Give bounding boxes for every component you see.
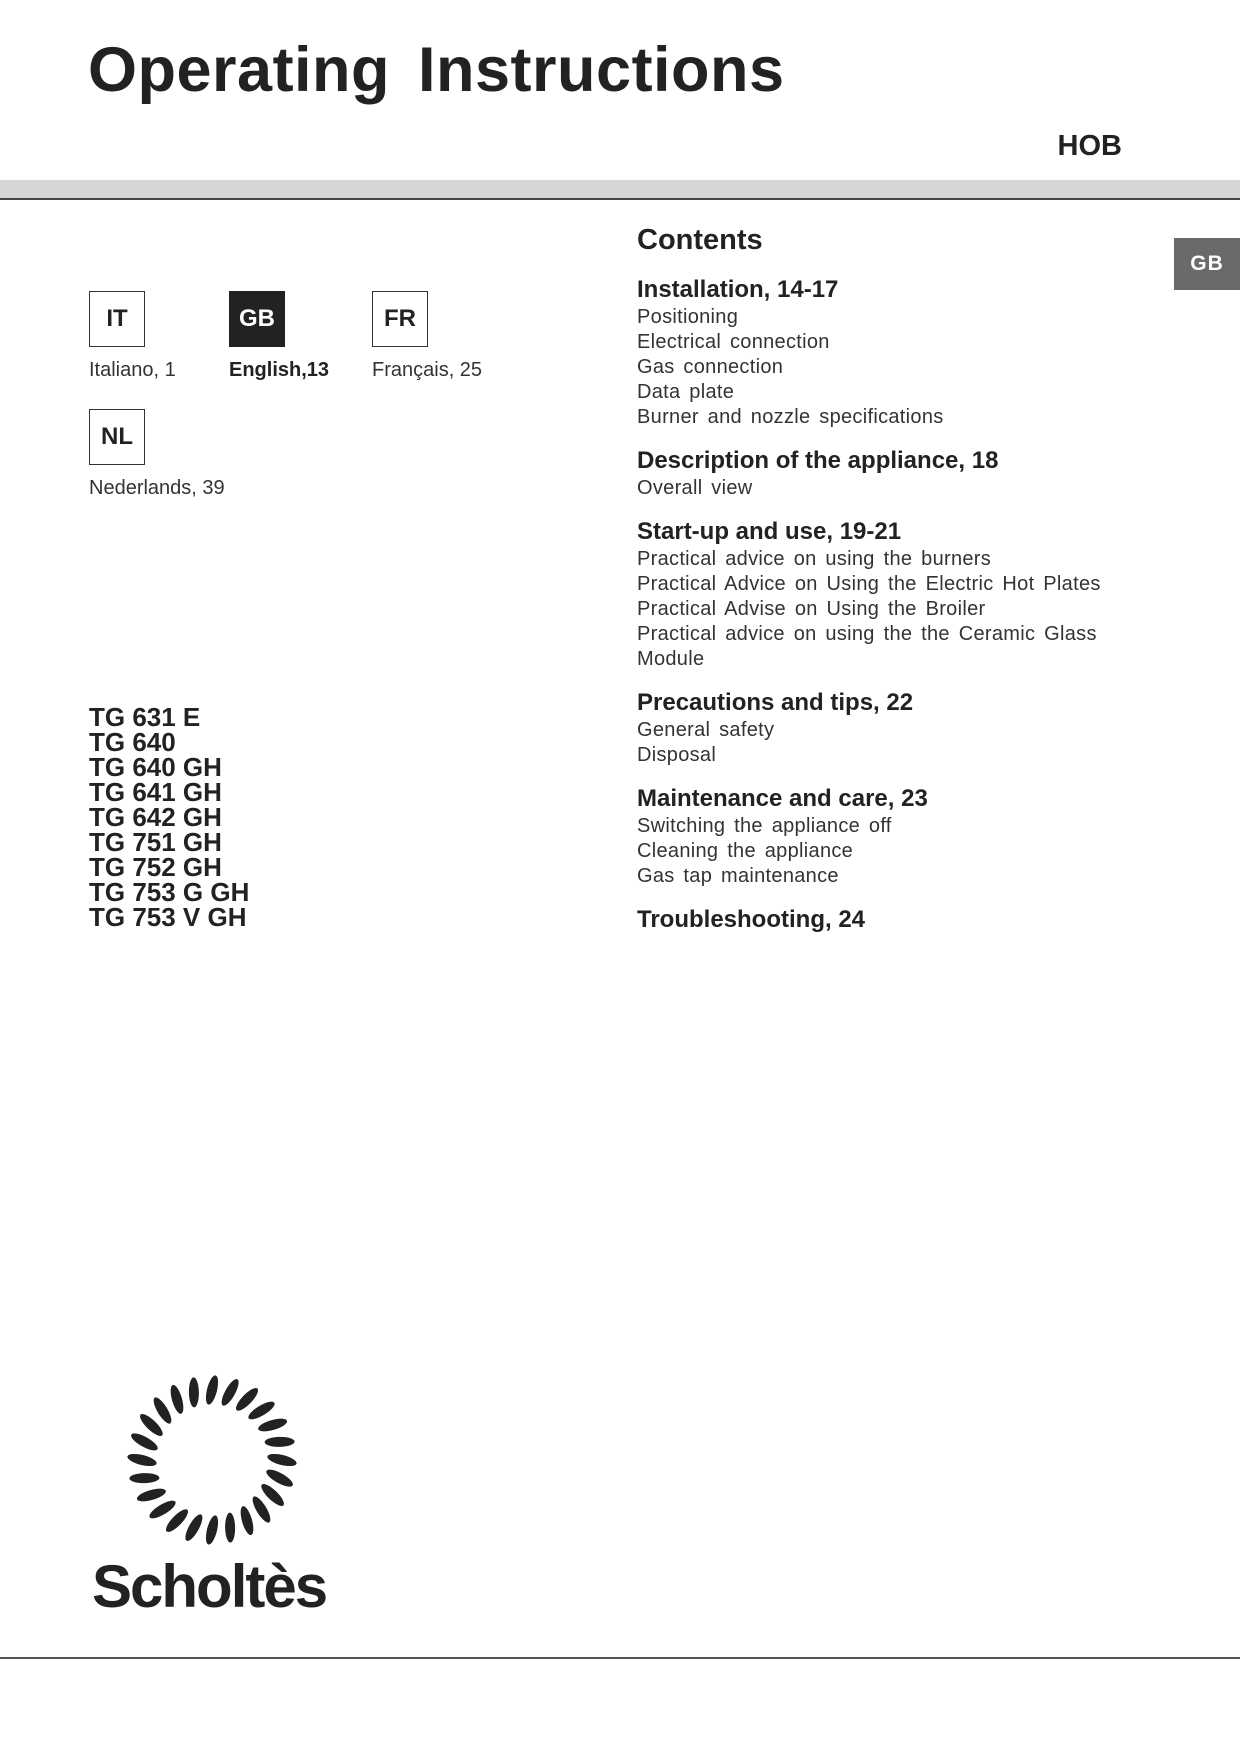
sun-ray <box>168 1384 186 1416</box>
language-code-box[interactable]: IT <box>89 291 145 347</box>
section-items <box>637 547 1117 672</box>
section-title[interactable]: Precautions and tips, 22 <box>637 689 914 716</box>
brand-name: Scholtès <box>92 1553 327 1620</box>
section-item[interactable]: Practical advice on using the burners <box>637 548 992 570</box>
language-option-nl[interactable] <box>89 409 269 500</box>
sun-ray <box>204 1374 221 1406</box>
sun-ray <box>238 1505 256 1537</box>
section-item[interactable]: Electrical connection <box>637 331 830 353</box>
section-items <box>637 305 1117 430</box>
contents-section-startup <box>637 517 1117 672</box>
section-items <box>637 476 1117 501</box>
model-item: TG 640 GH <box>89 752 222 782</box>
language-option-fr[interactable] <box>372 291 552 382</box>
section-item[interactable]: Gas tap maintenance <box>637 865 839 887</box>
sun-ray <box>265 1437 295 1448</box>
section-item[interactable]: Switching the appliance off <box>637 815 892 837</box>
section-item[interactable]: Practical Advice on Using the Electric Hot Plates <box>637 573 1101 595</box>
language-label: English,13 <box>229 359 330 381</box>
section-items <box>637 718 1117 768</box>
document-type: HOB <box>1057 130 1122 162</box>
sun-ray <box>225 1513 236 1543</box>
section-item[interactable]: Practical advice on using the the Ceramic Glass Module <box>637 623 1097 670</box>
header-divider <box>0 198 1240 200</box>
header-band <box>0 180 1240 198</box>
section-item[interactable]: Disposal <box>637 744 717 766</box>
model-item: TG 753 V GH <box>89 902 247 932</box>
contents-section-precautions <box>637 688 1117 768</box>
section-title[interactable]: Troubleshooting, 24 <box>637 906 866 933</box>
language-code-box[interactable]: NL <box>89 409 145 465</box>
section-item[interactable]: Practical Advise on Using the Broiler <box>637 598 986 620</box>
section-items <box>637 814 1117 889</box>
section-item[interactable]: Cleaning the appliance <box>637 840 854 862</box>
model-item: TG 751 GH <box>89 827 222 857</box>
model-item: TG 641 GH <box>89 777 222 807</box>
contents-section-troubleshooting <box>637 905 1117 935</box>
brand-logo <box>92 1370 332 1630</box>
contents-section-maintenance <box>637 784 1117 889</box>
model-item: TG 752 GH <box>89 852 222 882</box>
contents-heading: Contents <box>637 224 763 256</box>
model-item: TG 631 E <box>89 702 201 732</box>
section-item[interactable]: General safety <box>637 719 775 741</box>
section-title[interactable]: Maintenance and care, 23 <box>637 785 928 812</box>
section-item[interactable]: Burner and nozzle specifications <box>637 406 944 428</box>
contents-section-description <box>637 446 1117 501</box>
section-item[interactable]: Positioning <box>637 306 739 328</box>
language-label: Italiano, 1 <box>89 359 176 381</box>
section-item[interactable]: Gas connection <box>637 356 784 378</box>
model-item: TG 642 GH <box>89 802 222 832</box>
model-list <box>89 702 250 932</box>
footer-divider <box>0 1657 1240 1659</box>
section-item[interactable]: Overall view <box>637 477 753 499</box>
sun-ray <box>136 1486 168 1504</box>
table-of-contents <box>637 224 1117 951</box>
language-label: Français, 25 <box>372 359 483 381</box>
language-code-box[interactable]: FR <box>372 291 428 347</box>
contents-section-installation <box>637 275 1117 430</box>
section-title[interactable]: Installation, 14-17 <box>637 276 839 303</box>
sun-burst-icon <box>122 1370 302 1550</box>
sun-ray <box>129 1473 159 1484</box>
model-item: TG 640 <box>89 727 176 757</box>
sun-ray <box>257 1416 289 1434</box>
language-code-box[interactable]: GB <box>229 291 285 347</box>
sun-ray <box>266 1452 298 1469</box>
section-item[interactable]: Data plate <box>637 381 735 403</box>
sun-ray <box>204 1514 221 1546</box>
language-side-tab: GB <box>1174 238 1240 290</box>
sun-ray <box>189 1377 200 1407</box>
sun-ray <box>126 1452 158 1469</box>
language-label: Nederlands, 39 <box>89 477 225 499</box>
section-title[interactable]: Description of the appliance, 18 <box>637 447 999 474</box>
model-item: TG 753 G GH <box>89 877 250 907</box>
page-title: Operating Instructions <box>88 35 785 105</box>
section-title[interactable]: Start-up and use, 19-21 <box>637 518 902 545</box>
